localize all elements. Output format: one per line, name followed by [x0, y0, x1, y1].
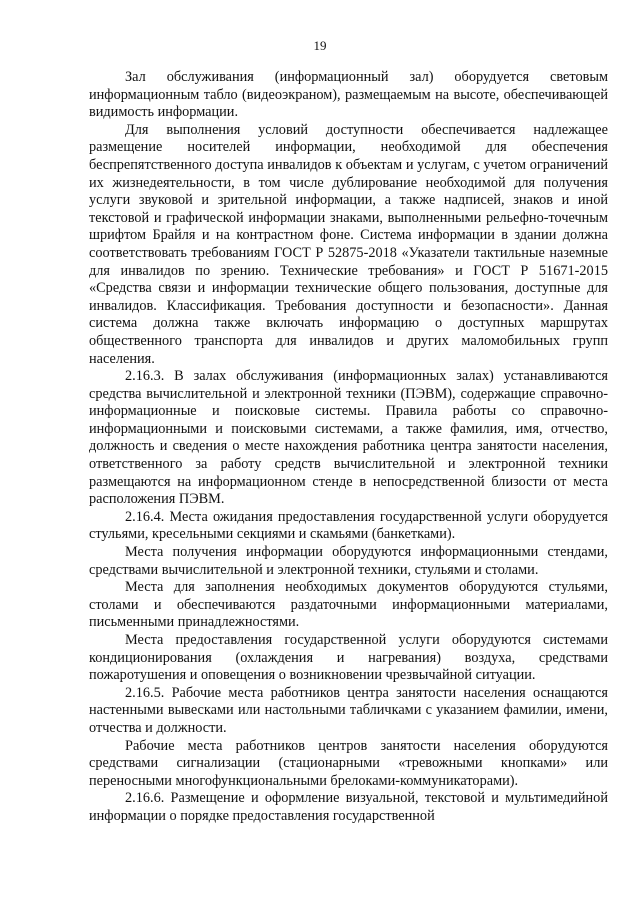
- paragraph: Для выполнения условий доступности обеспечивается надлежащее размещение носителей информации, необходимой для обеспечения беспрепятственного доступа инвалидов к объектам и услугам, с учетом ограничений их жизнедеятельности, в том числе дублирование необходимой для получения услуги звуковой и зрительной информации, а также надписей, знаков и иной текстовой и графической информации знаками, выполненными рельефно-точечным шрифтом Брайля и на контрастном фоне. Система информации в здании должна соответствовать требованиям ГОСТ Р 52875-2018 «Указатели тактильные наземные для инвалидов по зрению. Технические требования» и ГОСТ Р 51671-2015 «Средства связи и информации технические общего пользования, доступные для инвалидов. Классификация. Требования доступности и безопасности». Данная система должна также включать информацию о доступных маршрутах общественного транспорта для инвалидов и других маломобильных групп населения.: [89, 121, 608, 367]
- paragraph: 2.16.3. В залах обслуживания (информационных залах) устанавливаются средства вычислительной и электронной техники (ПЭВМ), содержащие справочно-информационные и поисковые системы. Правила работы со справочно-информационными и поисковыми системами, а также фамилия, имя, отчество, должность и сведения о месте нахождения работника центра занятости населения, ответственного за работу средств вычислительной и электронной техники размещаются на информационном стенде в непосредственной близости от места расположения ПЭВМ.: [89, 368, 608, 508]
- paragraph: 2.16.6. Размещение и оформление визуальной, текстовой и мультимедийной информации о порядке предоставления государственной: [89, 790, 608, 824]
- paragraph: Зал обслуживания (информационный зал) оборудуется световым информационным табло (видеоэкраном), размещаемым на высоте, обеспечивающей видимость информации.: [89, 69, 608, 121]
- paragraph: Рабочие места работников центров занятости населения оборудуются средствами сигнализации (стационарными «тревожными кнопками» или переносными многофункциональными брелоками-коммуникаторами).: [89, 737, 608, 789]
- paragraph: 2.16.4. Места ожидания предоставления государственной услуги оборудуется стульями, кресельными секциями и скамьями (банкетками).: [89, 508, 608, 543]
- paragraph: Места предоставления государственной услуги оборудуются системами кондиционирования (охлаждения и нагревания) воздуха, средствами пожаротушения и оповещения о возникновении чрезвычайной ситуации.: [89, 632, 608, 684]
- page-number: 19: [313, 38, 327, 53]
- paragraph: Места для заполнения необходимых документов оборудуются стульями, столами и обеспечиваются раздаточными информационными материалами, письменными принадлежностями.: [89, 579, 608, 631]
- paragraph: 2.16.5. Рабочие места работников центра занятости населения оснащаются настенными вывесками или настольными табличками с указанием фамилии, имени, отчества и должности.: [89, 684, 608, 736]
- document-body: [89, 69, 608, 826]
- paragraph: Места получения информации оборудуются информационными стендами, средствами вычислительной и электронной техники, стульями и столами.: [89, 544, 608, 578]
